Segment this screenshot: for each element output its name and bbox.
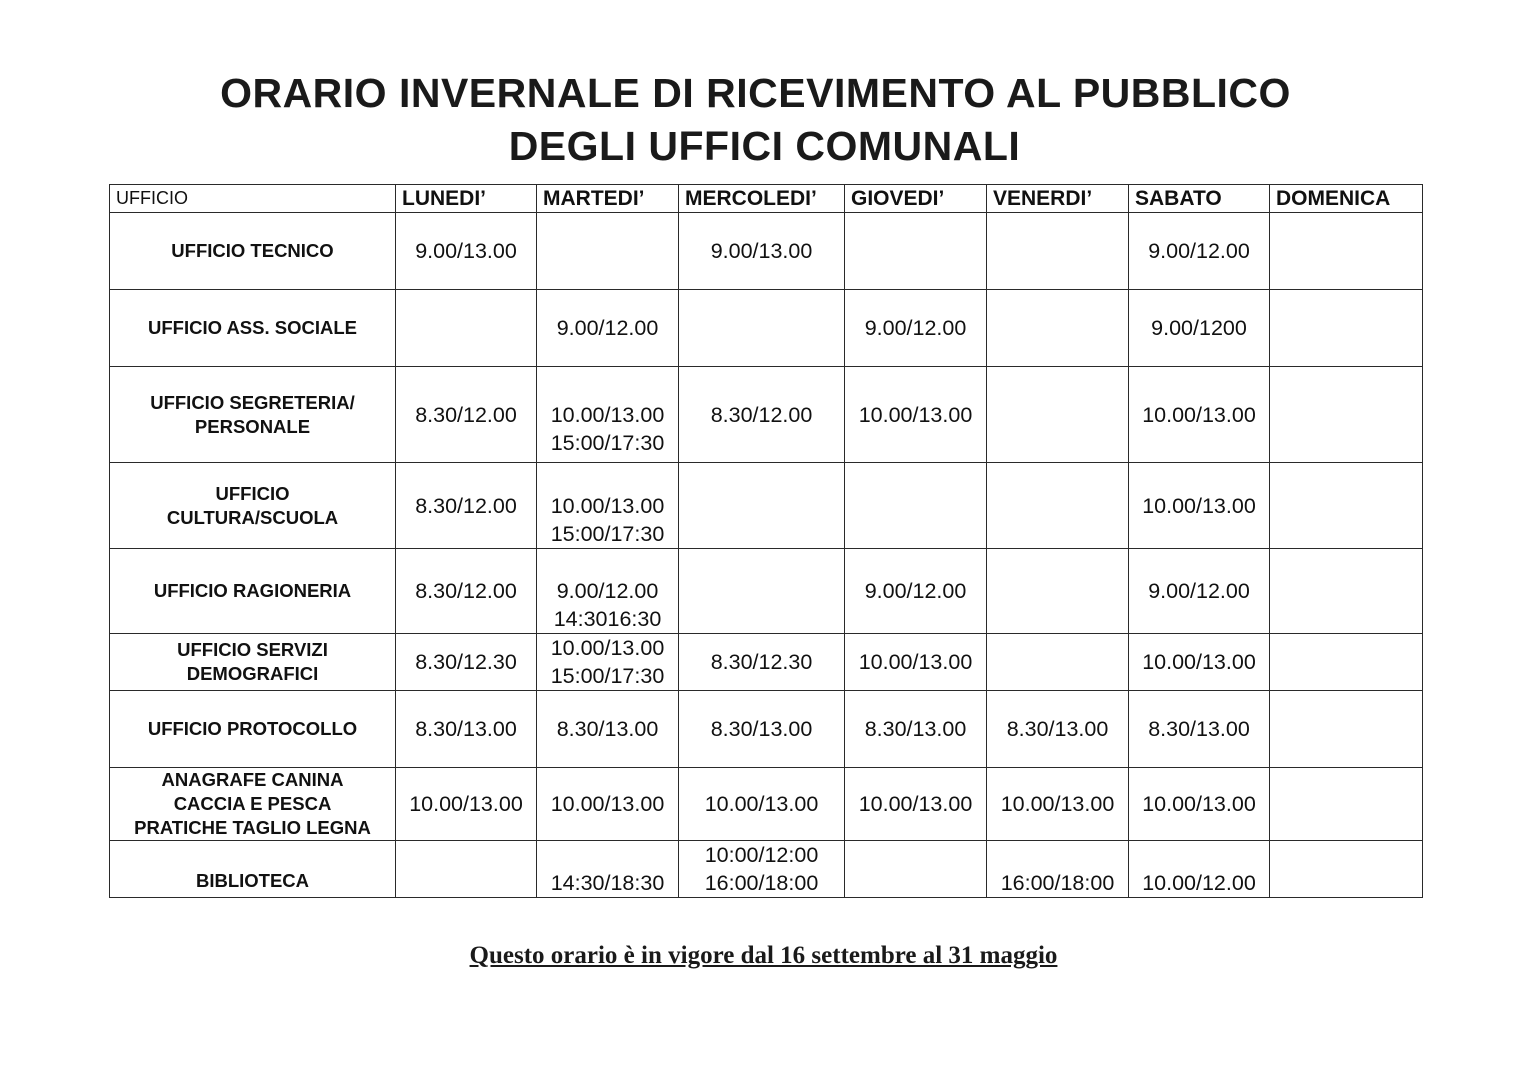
- office-name-cell: [110, 841, 396, 898]
- office-name-cell: [110, 463, 396, 549]
- time-range: 9.00/12.00: [864, 316, 967, 340]
- time-range: 9.00/1200: [1151, 316, 1247, 340]
- time-cell-lunedi: [396, 634, 537, 691]
- time-cell-venerdi: [987, 549, 1129, 634]
- time-range: 8.30/13.00: [556, 717, 659, 741]
- time-range: 8.30/12.00: [710, 402, 813, 427]
- time-cell-martedi: [537, 768, 679, 841]
- time-range: 9.00/12.00: [556, 316, 659, 340]
- office-name-cell: [110, 549, 396, 634]
- time-range: 14:30/18:30: [550, 871, 665, 895]
- time-cell-venerdi: [987, 691, 1129, 768]
- column-header-domenica: DOMENICA: [1270, 185, 1423, 213]
- time-cell-venerdi: [987, 213, 1129, 290]
- time-range: 8.30/13.00: [710, 717, 813, 741]
- document-title-line-2: DEGLI UFFICI COMUNALI: [508, 123, 1021, 169]
- time-range: 10.00/13.00: [550, 792, 665, 816]
- time-cell-lunedi: [396, 290, 537, 367]
- time-range: 10.00/13.00: [704, 792, 819, 816]
- time-cell-domenica: [1270, 549, 1423, 634]
- time-range: 10.00/13.00: [858, 402, 973, 427]
- validity-note: [0, 942, 1517, 970]
- time-range: 8.30/12.00: [415, 402, 517, 427]
- time-cell-martedi: [537, 213, 679, 290]
- office-name-line: UFFICIO PROTOCOLLO: [147, 718, 358, 739]
- column-header-sabato: SABATO: [1129, 185, 1270, 213]
- time-cell-sabato: [1129, 213, 1270, 290]
- time-range: 9.00/13.00: [710, 239, 813, 263]
- time-cell-giovedi: [845, 463, 987, 549]
- office-name-line: UFFICIO TECNICO: [171, 240, 334, 261]
- table-row: [110, 549, 1423, 634]
- time-range: 10.00/12.00: [1142, 871, 1256, 895]
- table-row: [110, 367, 1423, 463]
- office-name-cell: [110, 634, 396, 691]
- time-range: 9.00/12.00: [556, 579, 659, 603]
- time-cell-giovedi: [845, 213, 987, 290]
- document-title-line-1: ORARIO INVERNALE DI RICEVIMENTO AL PUBBLICO: [220, 70, 1291, 116]
- time-range: 10.00/13.00: [409, 792, 523, 816]
- time-cell-sabato: [1129, 634, 1270, 691]
- time-cell-venerdi: [987, 367, 1129, 463]
- time-range: 8.30/12.30: [710, 650, 813, 674]
- validity-note-text: Questo orario è in vigore dal 16 settembre al 31 maggio: [469, 942, 1058, 969]
- time-cell-mercoledi: [679, 549, 845, 634]
- column-header-mercoledi: MERCOLEDI’: [679, 185, 845, 213]
- office-name-line: UFFICIO: [215, 482, 290, 504]
- column-header-ufficio: UFFICIO: [110, 185, 396, 213]
- table-row: [110, 634, 1423, 691]
- time-cell-venerdi: [987, 463, 1129, 549]
- time-range: 10.00/13.00: [1142, 493, 1256, 518]
- column-header-giovedi: GIOVEDI’: [845, 185, 987, 213]
- time-cell-lunedi: [396, 213, 537, 290]
- time-range: 8.30/12.00: [415, 579, 517, 603]
- table-row: [110, 841, 1423, 898]
- time-cell-giovedi: [845, 634, 987, 691]
- time-cell-martedi: [537, 634, 679, 691]
- column-header-lunedi: LUNEDI’: [396, 185, 537, 213]
- time-range: 9.00/12.00: [1148, 579, 1250, 603]
- time-range: 15:00/17:30: [550, 664, 665, 688]
- time-cell-mercoledi: [679, 463, 845, 549]
- time-range: 8.30/13.00: [1006, 717, 1109, 741]
- office-name-line: UFFICIO SEGRETERIA/: [150, 391, 355, 413]
- time-range: 9.00/13.00: [415, 239, 517, 263]
- office-name-line: ANAGRAFE CANINA: [161, 769, 344, 790]
- time-cell-domenica: [1270, 463, 1423, 549]
- office-hours-table: [109, 184, 1423, 898]
- table-row: [110, 691, 1423, 768]
- office-name-line: CULTURA/SCUOLA: [166, 506, 339, 528]
- time-cell-mercoledi: [679, 290, 845, 367]
- time-cell-domenica: [1270, 290, 1423, 367]
- time-range: 10.00/13.00: [858, 792, 973, 816]
- time-cell-venerdi: [987, 290, 1129, 367]
- time-range: 16:00/18:00: [704, 871, 819, 895]
- time-cell-martedi: [537, 463, 679, 549]
- time-cell-martedi: [537, 841, 679, 898]
- time-range: 10.00/13.00: [1142, 792, 1256, 816]
- time-cell-sabato: [1129, 290, 1270, 367]
- schedule-body: [110, 213, 1423, 898]
- time-range: 8.30/13.00: [1148, 717, 1250, 741]
- time-cell-sabato: [1129, 768, 1270, 841]
- office-name-cell: [110, 691, 396, 768]
- time-range: 10.00/13.00: [550, 493, 665, 518]
- office-name-cell: [110, 768, 396, 841]
- time-cell-mercoledi: [679, 367, 845, 463]
- table-row: [110, 463, 1423, 549]
- office-name-line: DEMOGRAFICI: [186, 663, 319, 684]
- time-cell-martedi: [537, 290, 679, 367]
- time-cell-lunedi: [396, 367, 537, 463]
- office-name-line: UFFICIO ASS. SOCIALE: [148, 317, 357, 338]
- time-cell-lunedi: [396, 841, 537, 898]
- column-header-venerdi: VENERDI’: [987, 185, 1129, 213]
- time-range: 10.00/13.00: [550, 402, 665, 427]
- time-range: 15:00/17:30: [550, 430, 665, 455]
- time-cell-mercoledi: [679, 841, 845, 898]
- office-name-line: PERSONALE: [194, 415, 311, 437]
- table-row: [110, 213, 1423, 290]
- time-cell-giovedi: [845, 841, 987, 898]
- table-row: [110, 290, 1423, 367]
- time-cell-domenica: [1270, 367, 1423, 463]
- office-name-cell: [110, 290, 396, 367]
- time-cell-venerdi: [987, 768, 1129, 841]
- table-row: [110, 768, 1423, 841]
- time-cell-mercoledi: [679, 768, 845, 841]
- time-cell-martedi: [537, 367, 679, 463]
- time-range: 8.30/12.00: [415, 493, 517, 518]
- header-row: [110, 185, 1423, 213]
- office-name-cell: [110, 367, 396, 463]
- column-header-martedi: MARTEDI’: [537, 185, 679, 213]
- time-range: 8.30/13.00: [415, 717, 517, 741]
- time-range: 16:00/18:00: [1000, 871, 1115, 895]
- time-range: 10.00/13.00: [858, 650, 973, 674]
- time-cell-domenica: [1270, 841, 1423, 898]
- time-range: 8.30/12.30: [415, 650, 517, 674]
- time-range: 9.00/12.00: [1148, 239, 1250, 263]
- office-name-line: UFFICIO RAGIONERIA: [153, 580, 352, 601]
- time-cell-sabato: [1129, 691, 1270, 768]
- time-range: 10.00/13.00: [1142, 402, 1256, 427]
- office-name-line: CACCIA E PESCA: [173, 793, 332, 814]
- time-range: 14:3016:30: [553, 607, 662, 631]
- time-cell-martedi: [537, 691, 679, 768]
- time-range: 10.00/13.00: [550, 636, 665, 660]
- time-cell-domenica: [1270, 768, 1423, 841]
- time-cell-giovedi: [845, 549, 987, 634]
- time-cell-venerdi: [987, 634, 1129, 691]
- time-cell-martedi: [537, 549, 679, 634]
- time-cell-venerdi: [987, 841, 1129, 898]
- time-range: 9.00/12.00: [864, 579, 967, 603]
- office-name-line: PRATICHE TAGLIO LEGNA: [134, 817, 371, 838]
- time-cell-domenica: [1270, 691, 1423, 768]
- time-cell-mercoledi: [679, 213, 845, 290]
- time-cell-lunedi: [396, 549, 537, 634]
- time-cell-giovedi: [845, 290, 987, 367]
- time-range: 10:00/12:00: [704, 843, 819, 867]
- time-cell-mercoledi: [679, 634, 845, 691]
- time-cell-giovedi: [845, 367, 987, 463]
- time-cell-domenica: [1270, 634, 1423, 691]
- time-cell-lunedi: [396, 463, 537, 549]
- time-cell-domenica: [1270, 213, 1423, 290]
- office-name-line: UFFICIO SERVIZI: [177, 639, 328, 660]
- time-cell-mercoledi: [679, 691, 845, 768]
- time-cell-lunedi: [396, 691, 537, 768]
- office-name-cell: [110, 213, 396, 290]
- time-cell-sabato: [1129, 367, 1270, 463]
- time-range: 15:00/17:30: [550, 521, 665, 546]
- time-cell-giovedi: [845, 691, 987, 768]
- time-cell-sabato: [1129, 549, 1270, 634]
- time-range: 10.00/13.00: [1142, 650, 1256, 674]
- time-cell-sabato: [1129, 841, 1270, 898]
- time-cell-lunedi: [396, 768, 537, 841]
- time-range: 10.00/13.00: [1000, 792, 1115, 816]
- time-range: 8.30/13.00: [864, 717, 967, 741]
- office-name-line: BIBLIOTECA: [195, 870, 310, 891]
- time-cell-giovedi: [845, 768, 987, 841]
- time-cell-sabato: [1129, 463, 1270, 549]
